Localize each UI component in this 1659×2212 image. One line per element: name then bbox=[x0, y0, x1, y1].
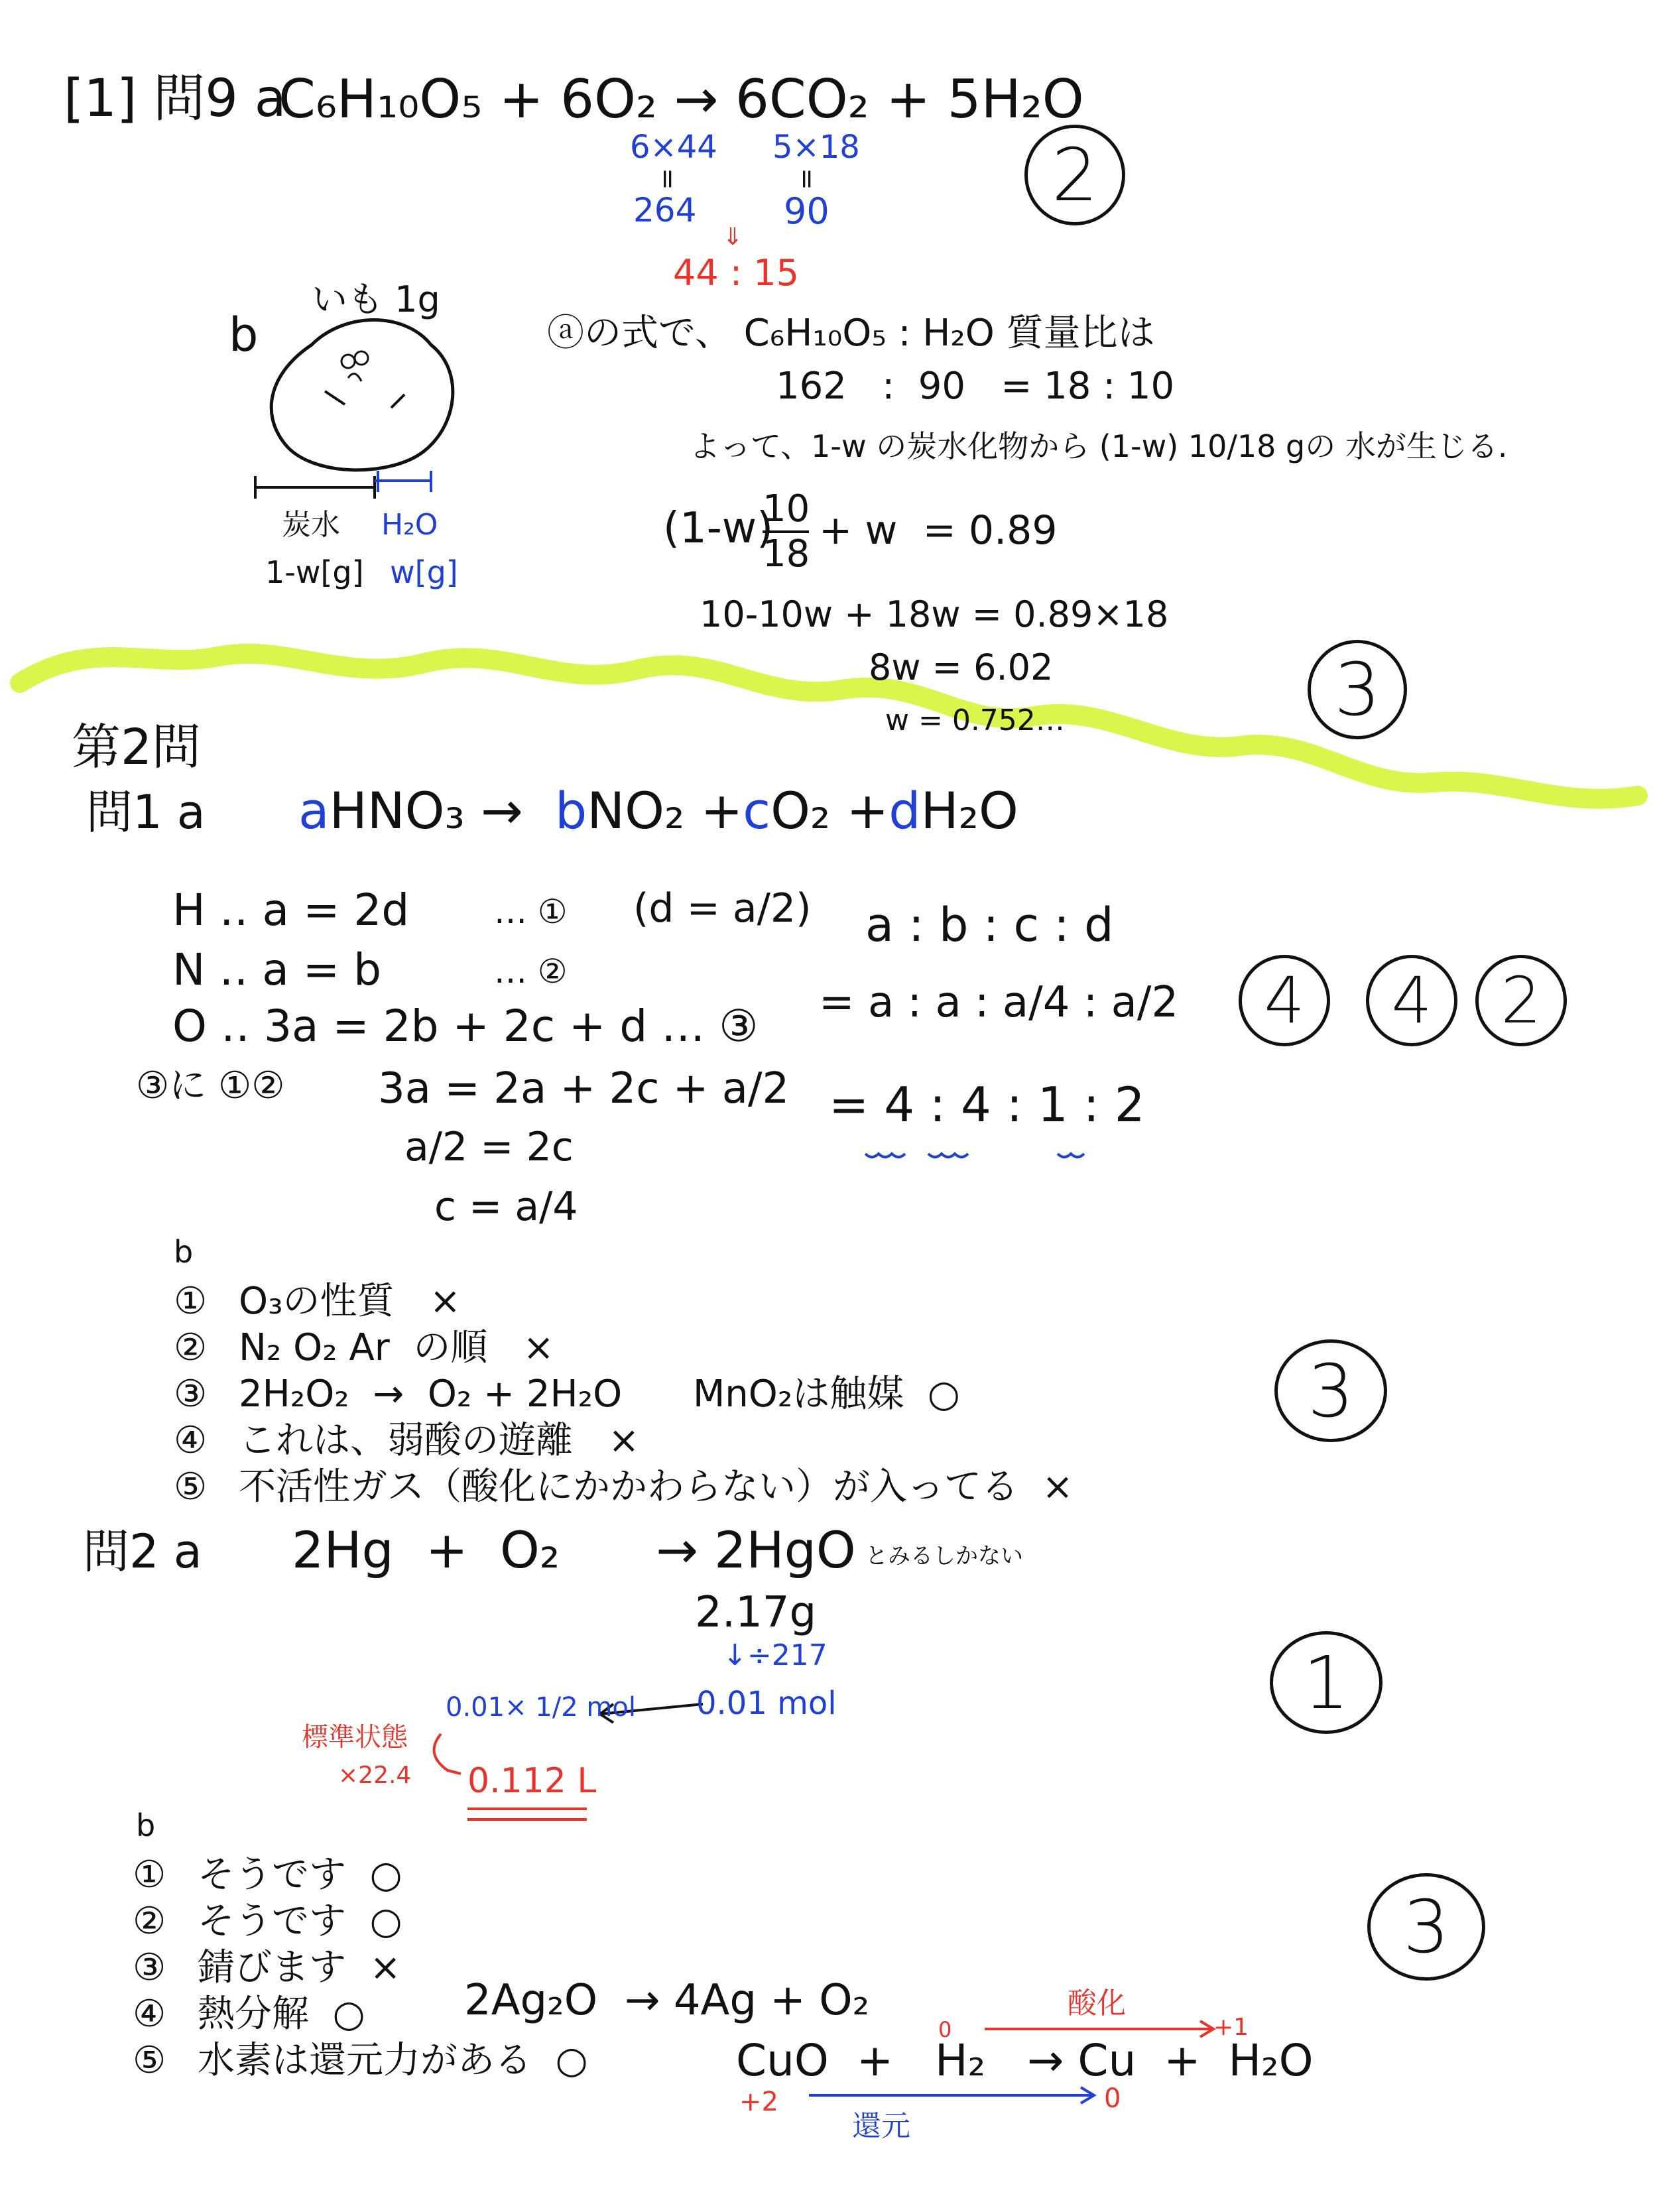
copper-oxide-equation: CuO + H₂ → Cu + H₂O bbox=[736, 2035, 1314, 2086]
answer-circle bbox=[1366, 955, 1457, 1046]
answer-circle bbox=[1475, 955, 1567, 1046]
item-number: ① bbox=[133, 1853, 166, 1896]
balance-line-h: H ‥ a = 2d bbox=[172, 885, 410, 936]
list-item bbox=[133, 2039, 588, 2082]
oxidation-number: +2 bbox=[739, 2087, 778, 2117]
item-number: ② bbox=[174, 1326, 208, 1369]
item-number: ④ bbox=[133, 1993, 166, 2036]
coef-a: a bbox=[298, 781, 330, 840]
q2-mol: 0.01 mol bbox=[696, 1685, 837, 1722]
answer-value: 3 bbox=[1403, 1884, 1449, 1969]
item-number: ② bbox=[133, 1900, 166, 1943]
part-b-label: b bbox=[229, 308, 259, 362]
item-number: ⑤ bbox=[174, 1465, 208, 1508]
item-text: 2H₂O₂ → O₂ + 2H₂O MnO₂は触媒 ○ bbox=[239, 1373, 960, 1416]
q2-multiplier: ×22.4 bbox=[338, 1762, 412, 1789]
q1-equation bbox=[298, 781, 1018, 840]
equals-mark: = bbox=[652, 168, 683, 190]
q2-mass: 2.17g bbox=[695, 1588, 817, 1637]
answer-value: 2 bbox=[1052, 133, 1098, 217]
coef-d: d bbox=[889, 781, 921, 840]
list-item bbox=[174, 1280, 461, 1323]
list-item bbox=[133, 1900, 402, 1943]
part-b-label: b bbox=[136, 1808, 156, 1843]
explanation-line: ⓐの式で、 C₆H₁₀O₅ : H₂O 質量比は bbox=[547, 312, 1155, 355]
q2-note: とみるしかない bbox=[865, 1543, 1023, 1569]
equation-step: 10-10w + 18w = 0.89×18 bbox=[700, 593, 1169, 635]
section2-title: 第2問 bbox=[72, 719, 202, 776]
list-item bbox=[174, 1419, 640, 1462]
h2o-calc: 5×18 bbox=[772, 129, 860, 166]
item-text: 熱分解 ○ bbox=[198, 1993, 365, 2036]
item-text: O₃の性質 × bbox=[239, 1280, 461, 1323]
balance-line-n: N ‥ a = b bbox=[172, 944, 381, 995]
potato-icon bbox=[271, 320, 453, 470]
item-text: 水素は還元力がある ○ bbox=[198, 2039, 588, 2082]
q2-standard-state: 標準状態 bbox=[302, 1722, 408, 1752]
equation-right: + w = 0.89 bbox=[819, 507, 1058, 554]
balance-tag: … ② bbox=[494, 952, 568, 991]
eq-part: H₂O bbox=[920, 781, 1018, 840]
co2-mass: 264 bbox=[633, 191, 697, 229]
answer-value: 3 bbox=[1334, 647, 1381, 732]
item-text: そうです ○ bbox=[198, 1900, 402, 1943]
substitution-label: ③に ①② bbox=[136, 1064, 285, 1107]
oxidation-label: 酸化 bbox=[1068, 1987, 1126, 2020]
coef-b: b bbox=[555, 781, 587, 840]
oxidation-number: 0 bbox=[938, 2017, 952, 2042]
down-arrow-icon: ⇓ bbox=[723, 223, 743, 251]
list-item bbox=[133, 1993, 365, 2036]
fraction-numerator: 10 bbox=[763, 487, 810, 530]
segment-water-mass: w[g] bbox=[390, 554, 458, 590]
equation-step: 8w = 6.02 bbox=[869, 646, 1054, 688]
eq-part: HNO₃ → bbox=[329, 781, 523, 840]
item-text: そうです ○ bbox=[198, 1853, 402, 1896]
list-item bbox=[174, 1465, 1074, 1508]
substitution-step: c = a/4 bbox=[434, 1184, 578, 1230]
sweet-potato-label: いも 1g bbox=[312, 278, 440, 320]
item-number: ⑤ bbox=[133, 2039, 166, 2082]
q2-volume: 0.112 L bbox=[467, 1761, 597, 1801]
coef-c: c bbox=[743, 781, 771, 840]
part-b-label: b bbox=[174, 1234, 194, 1270]
oxidation-number: 0 bbox=[1104, 2083, 1121, 2114]
substitution-step: a/2 = 2c bbox=[404, 1124, 574, 1170]
item-text: 不活性ガス（酸化にかかわらない）が入ってる × bbox=[239, 1465, 1074, 1508]
equation-fraction bbox=[763, 487, 810, 576]
substitution-eq: 3a = 2a + 2c + a/2 bbox=[378, 1064, 790, 1113]
equals-mark: = bbox=[791, 168, 822, 190]
q2-equation: 2Hg + O₂ → 2HgO bbox=[292, 1520, 856, 1579]
answer-value: 4 bbox=[1391, 963, 1432, 1038]
ratio-line: = a : a : a/4 : a/2 bbox=[819, 978, 1179, 1027]
eq-part: NO₂ + bbox=[587, 781, 743, 840]
mass-ratio: 44 : 15 bbox=[673, 252, 799, 294]
balance-note: (d = a/2) bbox=[633, 885, 812, 932]
section1-equation: C₆H₁₀O₅ + 6O₂ → 6CO₂ + 5H₂O bbox=[278, 68, 1084, 130]
item-text: N₂ O₂ Ar の順 × bbox=[239, 1326, 554, 1369]
eq-part: O₂ + bbox=[770, 781, 889, 840]
segment-carb-mass: 1-w[g] bbox=[265, 554, 364, 590]
answer-value: 1 bbox=[1303, 1640, 1349, 1725]
equation-left: (1-w) bbox=[663, 504, 774, 553]
segment-water-label: H₂O bbox=[381, 508, 438, 542]
list-item bbox=[133, 1853, 402, 1896]
item-text: これは、弱酸の遊離 × bbox=[239, 1419, 640, 1462]
explanation-line: 162 : 90 = 18 : 10 bbox=[776, 365, 1175, 408]
answer-value: 4 bbox=[1264, 963, 1305, 1038]
h2o-mass: 90 bbox=[784, 190, 830, 232]
q1-label: 問1 a bbox=[86, 785, 206, 839]
answer-circle bbox=[1308, 640, 1407, 739]
reduction-label: 還元 bbox=[852, 2109, 910, 2143]
co2-calc: 6×44 bbox=[630, 129, 717, 166]
section1-title: [1] 問9 a bbox=[64, 69, 286, 129]
q2-label: 問2 a bbox=[83, 1524, 202, 1579]
list-item bbox=[174, 1326, 554, 1369]
answer-value: 2 bbox=[1501, 963, 1542, 1038]
equation-step: w = 0.752… bbox=[885, 704, 1065, 737]
answer-circle bbox=[1367, 1873, 1485, 1981]
q2-o2-mol: 0.01× 1/2 mol bbox=[446, 1692, 636, 1723]
ratio-line: a : b : c : d bbox=[865, 898, 1114, 952]
list-item bbox=[174, 1373, 960, 1416]
fraction-denominator: 18 bbox=[763, 532, 810, 576]
item-number: ③ bbox=[133, 1946, 166, 1989]
balance-line-o: O ‥ 3a = 2b + 2c + d … ③ bbox=[172, 1001, 759, 1052]
balance-tag: … ① bbox=[494, 892, 568, 931]
explanation-line: よって、1-w の炭水化物から (1-w) 10/18 gの 水が生じる. bbox=[690, 428, 1508, 464]
answer-circle bbox=[1274, 1339, 1387, 1442]
oxidation-number: +1 bbox=[1213, 2014, 1249, 2041]
item-number: ① bbox=[174, 1280, 208, 1323]
segment-carb-label: 炭水 bbox=[282, 508, 340, 542]
ratio-line: = 4 : 4 : 1 : 2 bbox=[829, 1077, 1145, 1133]
item-number: ③ bbox=[174, 1373, 208, 1416]
item-text: 錆びます × bbox=[198, 1946, 401, 1989]
list-item bbox=[133, 1946, 401, 1989]
answer-circle bbox=[1239, 955, 1330, 1046]
answer-value: 3 bbox=[1308, 1348, 1354, 1434]
q2-division: ↓÷217 bbox=[723, 1638, 828, 1672]
answer-circle bbox=[1270, 1631, 1382, 1734]
item-number: ④ bbox=[174, 1419, 208, 1462]
silver-oxide-equation: 2Ag₂O → 4Ag + O₂ bbox=[464, 1976, 870, 2025]
